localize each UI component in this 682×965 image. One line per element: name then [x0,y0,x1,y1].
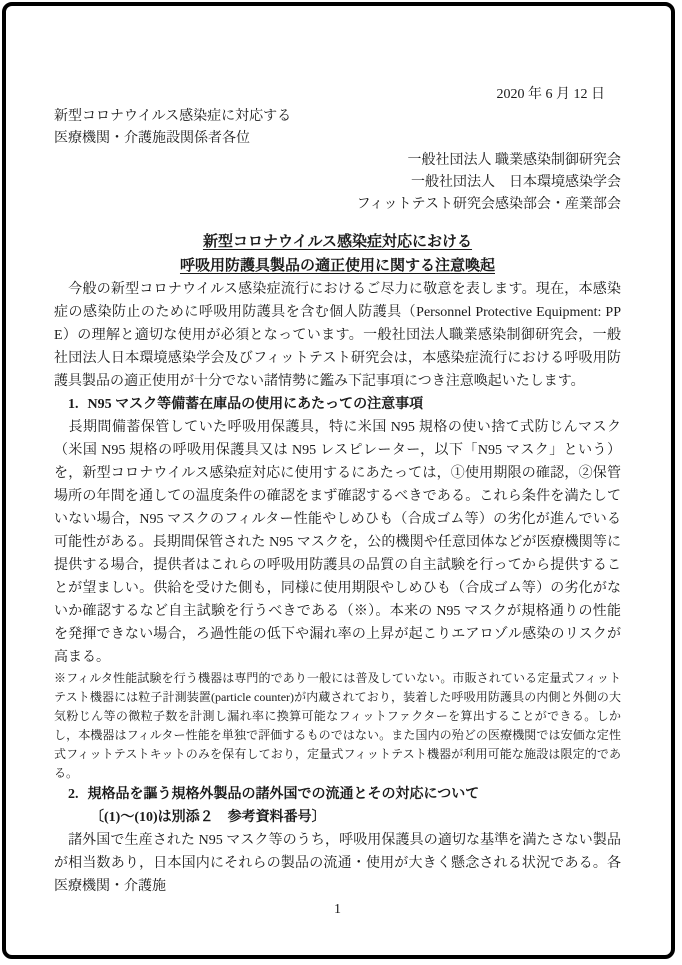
section-2-heading-text: 規格品を謳う規格外製品の諸外国での流通とその対応について [87,787,480,802]
document-date: 2020 年 6 月 12 日 [496,87,605,102]
section-1-footnote: ※フィルタ性能試験を行う機器は専門的であり一般には普及していない。市販されている定量式フィットテスト機器には粒子計測装置(particle counter)が内蔵されており，装着した呼吸用防護具の内側と外側の大気粉じん等の微粒子数を計測し漏れ率に換算可能なフィットファクターを算出することができる。しかし，本機器はフィルター性能を単独で評価するものではない。また国内の殆どの医療機関では安価な定性式フィットテストキットのみを保有しており，定量式フィットテスト機器が利用可能な施設は限定的である。 [54,671,621,780]
section-2-body: 諸外国で生産された N95 マスク等のうち，呼吸用保護具の適切な基準を満たさない製品が相当数あり，日本国内にそれらの製品の流通・使用が大きく懸念される状況である。各医療機関・介護施 [54,833,621,894]
section-2-subheading: 〔(1)～(10)は別添２ 参考資料番号〕 [90,810,326,825]
issuing-organizations [54,150,621,216]
document-title-line-2: 呼吸用防護具製品の適正使用に関する注意喚起 [179,258,495,274]
organization-line-3: フィットテスト研究会感染部会・産業部会 [356,197,621,212]
document-title-line-1: 新型コロナウイルス感染症対応における [202,234,473,250]
document-page [2,2,675,959]
section-2-number: 2. [68,787,79,802]
addressee-line-2: 医療機関・介護施設関係者各位 [54,131,250,146]
section-1-heading-text: N95 マスク等備蓄在庫品の使用にあたっての注意事項 [87,397,424,412]
section-1-heading [54,393,621,416]
organization-line-2: 一般社団法人 日本環境感染学会 [411,175,621,190]
section-1-number: 1. [68,397,79,412]
organization-line-1: 一般社団法人 職業感染制御研究会 [407,153,621,168]
document-title [54,230,621,278]
page-number: 1 [334,902,341,917]
addressee-line-1: 新型コロナウイルス感染症に対応する [54,109,292,124]
section-2-heading [54,783,621,806]
section-1-body: 長期間備蓄保管していた呼吸用保護具，特に米国 N95 規格の使い捨て式防じんマスク（米国 N95 規格の呼吸用保護具又は N95 レスピレーター，以下「N95 マスク」という）を，新型コロナウイルス感染症対応に使用するにあたっては，①使用期限の確認，②保管場所の年間を通しての温度条件の確認をまず確認するべきである。これら条件を満たしていない場合，N95 マスクのフィルター性能やしめひも（合成ゴム等）の劣化が進んでいる可能性がある。長期間保管された N95 マスクを，公的機関や任意団体などが医療機関等に提供する場合，提供者はこれらの呼吸用防護具の品質の自主試験を行ってから提供することが望ましい。供給を受けた側も，同様に使用期限やしめひも（合成ゴム等）の劣化がないか確認するなど自主試験を行うべきである（※）。本来の N95 マスクが規格通りの性能を発揮できない場合，ろ過性能の低下や漏れ率の上昇が起こりエアロゾル感染のリスクが高まる。 [54,420,621,665]
intro-paragraph: 今般の新型コロナウイルス感染症流行におけるご尽力に敬意を表します。現在，本感染症の感染防止のために呼吸用防護具を含む個人防護具（Personnel Protective Equipment: PPE）の理解と適切な使用が必須となっています。一般社団法人職業感染制御研究会，一般社団法人日本環境感染学会及びフィットテスト研究会は，本感染症流行における呼吸用防護具製品の適正使用が十分でない諸情勢に鑑み下記事項につき注意喚起いたします。 [54,282,621,389]
document-content [6,6,671,955]
addressee-block [54,106,621,150]
